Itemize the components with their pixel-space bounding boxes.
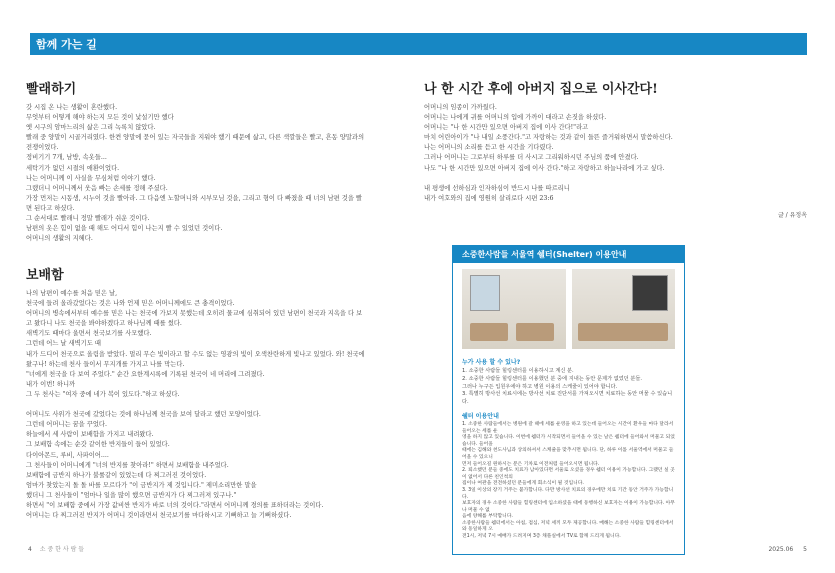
left-column-section2 — [26, 264, 398, 521]
footer-publication: 소 중 한 사 람 들 — [39, 546, 85, 553]
tv-icon — [632, 275, 668, 311]
left-column — [26, 78, 398, 244]
article-title-moving: 나 한 시간 후에 아버지 집으로 이사간다! — [424, 82, 658, 97]
section-header-bar — [30, 33, 807, 55]
author-signature: 글 / 유정옥 — [777, 211, 807, 219]
eligibility-list: 1. 소중한 사람들 힐링센터를 이용하시고 계신 분. 2. 소중한 사람들 힐링센터를 이용했던 분 중에 지내는 동안 문제가 없었던 분들. 그러나 누구든 입원우에야 하고 병원 이용의 스케줄이 있어야 합니다. 3. 특별히 방사선 치료시에는 방사선 치료 진단서를 가져오시면 치료하는 동안 머물 수 있습니다. — [462, 368, 673, 406]
article-body-treasure-box: 나의 남편이 예수를 처음 믿은 날, 천국에 들려 올라갔었다는 것은 나와 언제 믿은 어머니께에도 큰 충격이었다. 어머니의 병속에서부터 예수를 믿은 나는 천국에 가보지 못했는데 오히려 물교에 심취되어 있던 남편이 천국과 지옥을 다 보 고 왔다니 나도 천국을 봐야하겠다고 하나님께 때를 썼다. 새벽기도 때마다 울면서 천국보기를 사모했다. 그런데 어느 날 새벽기도 때 내가 드디어 천국으로 올림을 받았다. 멀리 무슨 빛이라고 할 수도 없는 영광의 빛이 오색찬란하게 빛나고 있었다. 와! 천국에 왔구나! 하는데 천사 들이서 무지개를 가지고 나를 막는다. "너에게 천국을 다 보여 주었다." 순간 요한계시록에 기록된 천국이 네 머리에 그려졌다. 내가 이번! 하니까 그 두 천사는 "여자 중에 네가 복이 있도다."하고 하셨다. 어머니도 사위가 천국에 갔었다는 것에 하나님께 천국을 보여 달라고 했던 모양이었다. 그런데 어머니는 꿈을 꾸었다. 하늘에서 세 사람이 보배함을 가지고 내려왔다. 그 보배함 속에는 순갓 같이한 반지들이 들어 있었다. 다이아몬드, 루비, 사파이어.... 그 천사들이 어머니에게 "너의 반지를 찾아라!" 하면서 보배함을 내주었다. 보배함에 금반지 하나가 불룰같이 있었는데 다 찌그러진 것이었다. 엄마가 찾았는지 돌 돌 바를 모르다가 "이 금반지가 제 것입니다." 제미소리만한 말을 했더니 그 천사들이 "엄마나 일을 많이 했으면 금반지가 다 찌그러져 있구나." 하면서 "이 보배함 중에서 가장 값비싼 반지가 바로 너의 것이다."라면서 어머니께 경의를 표하더라는 것이다. 어머니는 다 찌그러진 반지가 어머니 것이라면서 천국보기를 마다하시고 기뻐하고 늘 기뻐하셨다. — [26, 290, 365, 520]
right-column — [424, 78, 807, 219]
article-body-laundry: 갓 시집 온 나는 생활이 혼란했다. 무엇부터 어떻게 해야 하는지 모든 것이 낯설기만 했다 옛 시구의 암마느리의 삶은 그리 녹록치 않았다. 빨래 중 양말이 시골거리였다. 한켠 양말에 묻어 있는 자국들을 지워야 했기 때문에 삶고, 다른 색깔들은 빨고, 흔동 양말과의 전쟁이었다. 정비기기 7개, 남방, 속옷들... 세탁기가 없던 시절의 애환이었다. 나는 어머니께 이 사실을 무심처럼 이야기 했다. 그랬더니 어머니께서 웃음 빠는 손세를 정해 주셨다. 가장 먼저는 시동생, 시누이 것을 빨아라. 그 다음엔 노할머니와 시부모님 것을, 그리고 형이 다 빠졌을 때 너의 남편 것을 빨 면 된다고 하셨다. 그 순서대로 빨래니 정말 빨래가 쉬운 것이다. 남편의 옷은 힘이 없을 때 해도 어디서 힘이 나는지 빨 수 있었던 것이다. 어머니의 생활의 지혜다. — [26, 104, 365, 243]
article-title-treasure-box: 보배함 — [26, 268, 64, 283]
footer-left — [28, 544, 84, 553]
article-body-moving: 어머니의 임종이 가까웠다. 어머니는 나에게 귀를 어머니의 입에 가까이 대라고 손짓을 하셨다. 어머니는 "나 한 시간만 있으면 아버지 집에 이사 간다!"라고 마치 어린아이가 "나 내일 소풍간다."고 자랑하는 것과 같이 들뜬 즐거워하면서 말씀하신다. 나는 어머니의 소리를 듣고 한 시간을 기다렸다. 그러나 어머니는 그로부터 하루를 더 사시고 그리워하시던 주님의 품에 안겼다. 나도 "나 한 시간만 있으면 아버지 집에 이사 간다."하고 자랑하고 하늘나라에 가고 싶다. 내 평생에 선하심과 인자하심이 반드시 나를 따르리니 내가 여호와의 집에 영원히 살리로다 시편 23:6 — [424, 104, 673, 202]
bed-icon — [516, 323, 554, 341]
footer-right — [768, 546, 807, 553]
eligibility-heading: 누가 사용 할 수 있나? — [462, 359, 521, 366]
page-number-right: 5 — [803, 546, 807, 553]
bed-icon — [470, 323, 508, 341]
footer-date: 2025.06 — [768, 546, 794, 553]
window-icon — [470, 275, 500, 311]
shelter-box-title: 소중한사람들 서울역 쉘터(Shelter) 이용안내 — [452, 245, 685, 263]
page-number-left: 4 — [28, 546, 32, 553]
bed-icon — [578, 323, 668, 341]
shelter-photo-1 — [462, 269, 566, 349]
usage-heading: 쉘터 이용안내 — [462, 412, 499, 420]
shelter-photo-2 — [572, 269, 676, 349]
article-title-laundry: 빨래하기 — [26, 82, 77, 97]
shelter-info-content — [452, 245, 685, 555]
usage-list: 1. 소중한 사람들에서는 병원에 갈 때에 세를 운영을 하고 있는데 들어오는 시간이 환우들 마다 달라서 들어오는 세를 운 영을 하지 않고 있습니다. 이번에 쉘터가 시작되면서 들어올 수 있는 날은 쉘터에 들어와서 머물고 되었습니다. 들어올 때에는 김해와 천도사님과 상의하셔서 스케줄을 맞추시면 됩니다. 단, 하루 이틀 서울역에서 머물고 들어올 수 있으니 먼저 들어오길 원하시는 분은 기차로 이전처럼 들어오시면 됩니다. 2. 퇴소했던 분들 중에도 치료가 남아있다면 서울로 오셨을 경우 쉘터 이용이 가능합니다. 그랬던 실 곳이 없어서 다른 친인척의 집이나 여관을 전전하셨던 분들에게 회소식이 될 것입니다. 3. 3일 이상의 장기 거주는 불가합니다. 다만 방사선 치료의 경우에만 치료 기간 동안 거주가 가능합니다. 보호자의 경우 소중한 사람들 힐링센터에 입소하셨을 때에 동행하신 보호자는 이용이 가능합니다. 아무나 머물 수 없 음에 양해를 부탁합니다. 소중한사람들 쉘터에서는 아침, 점심, 저녁 세끼 모두 제공합니다. 매해는 소중한 사람들 힐링센터에서와 동일하게 오 전1시, 저녁 7시 예배가 드려지며 3층 채플실에서 TV로 함께 드리게 됩니다. — [462, 421, 675, 540]
shelter-photos — [452, 263, 685, 353]
section-title: 함께 가는 길 — [36, 38, 97, 51]
